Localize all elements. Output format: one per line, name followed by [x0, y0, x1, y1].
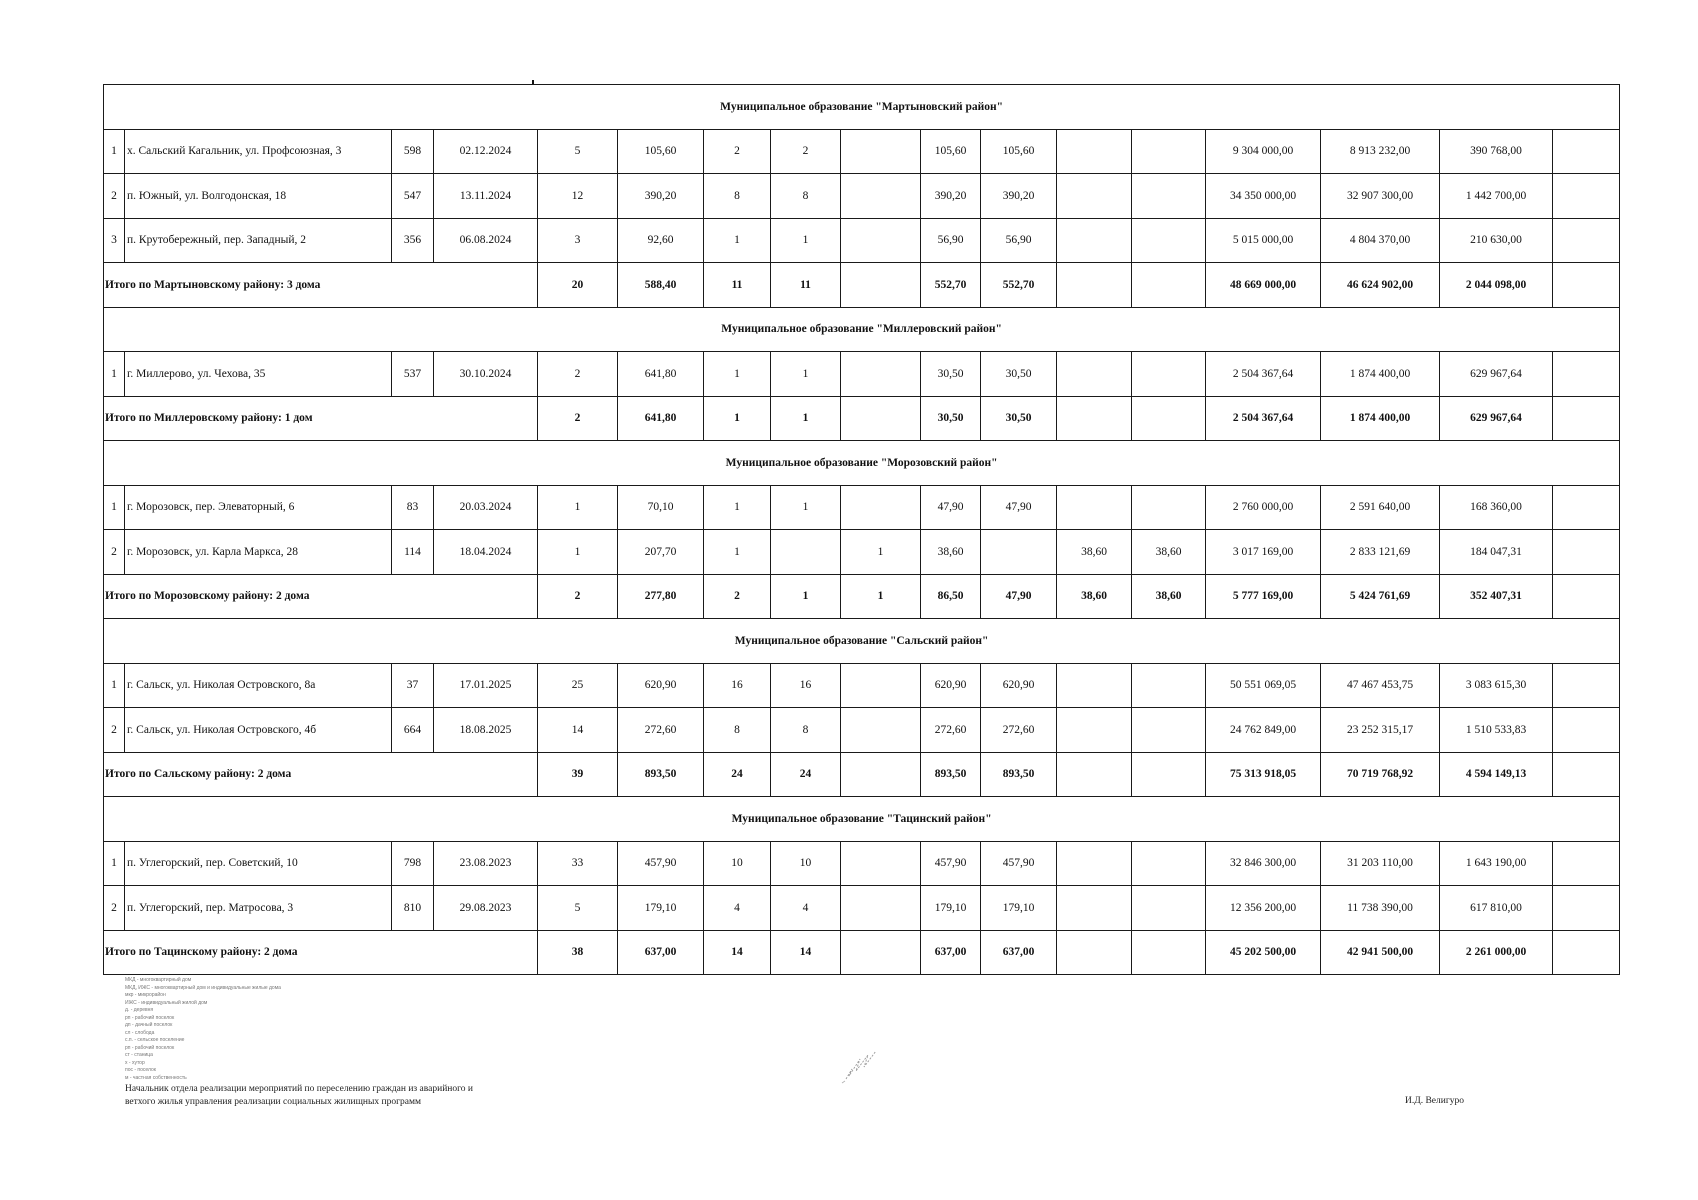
cell-area-owned: 47,90 — [981, 485, 1057, 530]
total-area-owned: 552,70 — [981, 263, 1057, 308]
cell-area-municipal — [1057, 708, 1132, 753]
legend-line: ИЖС - индивидуальный жилой дом — [125, 999, 208, 1006]
cell-date: 13.11.2024 — [434, 174, 538, 219]
cell-area-owned: 620,90 — [981, 663, 1057, 708]
cell-note — [1553, 485, 1620, 530]
cell-doc-number: 798 — [392, 841, 434, 886]
legend-line: х - хутор — [125, 1059, 145, 1066]
cell-local-cost: 390 768,00 — [1440, 129, 1553, 174]
legend-line: рп - рабочий поселок — [125, 1014, 175, 1021]
legend-line: МКД - многоквартирный дом — [125, 977, 192, 983]
cell-area-owned: 56,90 — [981, 218, 1057, 263]
section-title: Муниципальное образование "Мартыновский район" — [104, 85, 1620, 130]
cell-note — [1553, 886, 1620, 931]
cell-area-other — [1132, 841, 1206, 886]
cell-area-other — [1132, 352, 1206, 397]
cell-total-area: 56,90 — [921, 218, 981, 263]
total-total-area: 637,00 — [921, 930, 981, 975]
cell-total-rooms: 2 — [704, 129, 771, 174]
cell-note — [1553, 530, 1620, 575]
table-row — [104, 886, 1620, 931]
total-area-other: 38,60 — [1132, 574, 1206, 619]
total-regional-cost: 5 424 761,69 — [1321, 574, 1440, 619]
cell-area: 92,60 — [618, 218, 704, 263]
legend-line: м - частная собственность — [125, 1074, 187, 1081]
total-local-cost: 352 407,31 — [1440, 574, 1553, 619]
cell-area: 272,60 — [618, 708, 704, 753]
total-rooms-owned: 11 — [771, 263, 841, 308]
cell-total-area: 38,60 — [921, 530, 981, 575]
cell-area-municipal — [1057, 886, 1132, 931]
cell-regional-cost: 4 804 370,00 — [1321, 218, 1440, 263]
cell-total-cost: 50 551 069,05 — [1206, 663, 1321, 708]
total-residents: 20 — [538, 263, 618, 308]
cell-address: г. Морозовск, пер. Элеваторный, 6 — [125, 485, 392, 530]
total-total-cost: 5 777 169,00 — [1206, 574, 1321, 619]
section-header-row — [104, 797, 1620, 842]
cell-total-rooms: 10 — [704, 841, 771, 886]
cell-doc-number: 664 — [392, 708, 434, 753]
cell-row-number: 1 — [104, 663, 125, 708]
cell-doc-number: 810 — [392, 886, 434, 931]
cell-regional-cost: 47 467 453,75 — [1321, 663, 1440, 708]
total-area-other — [1132, 263, 1206, 308]
table-row — [104, 663, 1620, 708]
cell-doc-number: 537 — [392, 352, 434, 397]
total-total-rooms: 24 — [704, 752, 771, 797]
cell-area-other — [1132, 129, 1206, 174]
cell-total-cost: 3 017 169,00 — [1206, 530, 1321, 575]
table-row — [104, 218, 1620, 263]
cell-total-area: 47,90 — [921, 485, 981, 530]
cell-residents: 2 — [538, 352, 618, 397]
total-area-owned: 47,90 — [981, 574, 1057, 619]
cell-area-owned: 272,60 — [981, 708, 1057, 753]
total-total-cost: 48 669 000,00 — [1206, 263, 1321, 308]
total-regional-cost: 70 719 768,92 — [1321, 752, 1440, 797]
total-rooms-municipal — [841, 263, 921, 308]
total-total-area: 552,70 — [921, 263, 981, 308]
cell-row-number: 2 — [104, 530, 125, 575]
cell-date: 23.08.2023 — [434, 841, 538, 886]
cell-address: х. Сальский Кагальник, ул. Профсоюзная, 3 — [125, 129, 392, 174]
total-note — [1553, 263, 1620, 308]
cell-note — [1553, 352, 1620, 397]
signer-name: И.Д. Велигуро — [1405, 1096, 1464, 1106]
total-row — [104, 396, 1620, 441]
cell-regional-cost: 32 907 300,00 — [1321, 174, 1440, 219]
cell-area-other — [1132, 708, 1206, 753]
cell-note — [1553, 218, 1620, 263]
total-area: 588,40 — [618, 263, 704, 308]
cell-total-cost: 2 760 000,00 — [1206, 485, 1321, 530]
legend-line: дп - дачный поселок — [125, 1022, 173, 1028]
cell-total-cost: 9 304 000,00 — [1206, 129, 1321, 174]
total-total-label: Итого по Мартыновскому району: 3 дома — [104, 263, 538, 308]
cell-total-cost: 32 846 300,00 — [1206, 841, 1321, 886]
cell-total-area: 390,20 — [921, 174, 981, 219]
cell-rooms-municipal — [841, 174, 921, 219]
cell-area-other — [1132, 218, 1206, 263]
handwritten-signature — [840, 1045, 890, 1085]
table-row — [104, 841, 1620, 886]
table-row — [104, 352, 1620, 397]
cell-total-rooms: 1 — [704, 218, 771, 263]
cell-rooms-municipal — [841, 218, 921, 263]
signer-position — [125, 1083, 585, 1109]
cell-area: 390,20 — [618, 174, 704, 219]
cell-row-number: 2 — [104, 886, 125, 931]
cell-doc-number: 83 — [392, 485, 434, 530]
cell-residents: 5 — [538, 129, 618, 174]
cell-rooms-municipal — [841, 886, 921, 931]
cell-local-cost: 617 810,00 — [1440, 886, 1553, 931]
cell-rooms-owned: 8 — [771, 708, 841, 753]
cell-area-owned — [981, 530, 1057, 575]
cell-address: п. Углегорский, пер. Советский, 10 — [125, 841, 392, 886]
cell-total-rooms: 16 — [704, 663, 771, 708]
cell-total-area: 179,10 — [921, 886, 981, 931]
total-note — [1553, 930, 1620, 975]
total-row — [104, 574, 1620, 619]
cell-row-number: 1 — [104, 129, 125, 174]
cell-area: 70,10 — [618, 485, 704, 530]
cell-regional-cost: 23 252 315,17 — [1321, 708, 1440, 753]
cell-area-municipal — [1057, 352, 1132, 397]
cell-area: 179,10 — [618, 886, 704, 931]
cell-area-other: 38,60 — [1132, 530, 1206, 575]
legend-line: мкр - микрорайон — [125, 992, 166, 998]
cell-rooms-owned: 8 — [771, 174, 841, 219]
total-area-other — [1132, 396, 1206, 441]
cell-note — [1553, 129, 1620, 174]
cell-date: 06.08.2024 — [434, 218, 538, 263]
cell-local-cost: 184 047,31 — [1440, 530, 1553, 575]
section-title: Муниципальное образование "Миллеровский район" — [104, 307, 1620, 352]
cell-area-municipal — [1057, 174, 1132, 219]
total-area-municipal — [1057, 263, 1132, 308]
cell-residents: 1 — [538, 485, 618, 530]
cell-address: г. Сальск, ул. Николая Островского, 4б — [125, 708, 392, 753]
total-area-other — [1132, 752, 1206, 797]
cell-rooms-municipal — [841, 485, 921, 530]
total-area-municipal: 38,60 — [1057, 574, 1132, 619]
cell-note — [1553, 663, 1620, 708]
cell-regional-cost: 8 913 232,00 — [1321, 129, 1440, 174]
cell-residents: 14 — [538, 708, 618, 753]
legend-line: д. - деревня — [125, 1007, 154, 1013]
total-rooms-owned: 1 — [771, 574, 841, 619]
cell-rooms-municipal — [841, 708, 921, 753]
cell-row-number: 3 — [104, 218, 125, 263]
cell-residents: 5 — [538, 886, 618, 931]
cell-doc-number: 114 — [392, 530, 434, 575]
total-total-area: 893,50 — [921, 752, 981, 797]
cell-doc-number: 547 — [392, 174, 434, 219]
cell-residents: 33 — [538, 841, 618, 886]
cell-area-municipal — [1057, 218, 1132, 263]
total-total-cost: 2 504 367,64 — [1206, 396, 1321, 441]
cell-doc-number: 598 — [392, 129, 434, 174]
total-total-label: Итого по Морозовскому району: 2 дома — [104, 574, 538, 619]
cell-area-municipal — [1057, 841, 1132, 886]
cell-rooms-owned — [771, 530, 841, 575]
cell-local-cost: 210 630,00 — [1440, 218, 1553, 263]
cell-area: 641,80 — [618, 352, 704, 397]
section-header-row — [104, 619, 1620, 664]
section-title: Муниципальное образование "Сальский район" — [104, 619, 1620, 664]
table-body — [104, 85, 1620, 975]
total-regional-cost: 1 874 400,00 — [1321, 396, 1440, 441]
table-row — [104, 129, 1620, 174]
cell-total-rooms: 1 — [704, 352, 771, 397]
cell-row-number: 2 — [104, 708, 125, 753]
cell-rooms-municipal: 1 — [841, 530, 921, 575]
cell-total-rooms: 8 — [704, 174, 771, 219]
cell-total-cost: 5 015 000,00 — [1206, 218, 1321, 263]
cell-doc-number: 356 — [392, 218, 434, 263]
cell-address: г. Миллерово, ул. Чехова, 35 — [125, 352, 392, 397]
section-title: Муниципальное образование "Морозовский район" — [104, 441, 1620, 486]
total-area: 893,50 — [618, 752, 704, 797]
legend-line: рп - рабочий поселок — [125, 1044, 175, 1051]
cell-note — [1553, 841, 1620, 886]
total-local-cost: 629 967,64 — [1440, 396, 1553, 441]
total-note — [1553, 752, 1620, 797]
cell-total-cost: 2 504 367,64 — [1206, 352, 1321, 397]
cell-total-cost: 24 762 849,00 — [1206, 708, 1321, 753]
total-total-area: 86,50 — [921, 574, 981, 619]
cell-total-area: 457,90 — [921, 841, 981, 886]
cell-area-owned: 457,90 — [981, 841, 1057, 886]
cell-row-number: 2 — [104, 174, 125, 219]
cell-residents: 25 — [538, 663, 618, 708]
cell-total-cost: 34 350 000,00 — [1206, 174, 1321, 219]
cell-rooms-owned: 2 — [771, 129, 841, 174]
cell-rooms-owned: 16 — [771, 663, 841, 708]
cell-total-rooms: 8 — [704, 708, 771, 753]
cell-total-rooms: 4 — [704, 886, 771, 931]
total-local-cost: 2 261 000,00 — [1440, 930, 1553, 975]
total-regional-cost: 42 941 500,00 — [1321, 930, 1440, 975]
total-local-cost: 2 044 098,00 — [1440, 263, 1553, 308]
cell-local-cost: 1 643 190,00 — [1440, 841, 1553, 886]
cell-rooms-owned: 1 — [771, 352, 841, 397]
cell-date: 02.12.2024 — [434, 129, 538, 174]
cell-local-cost: 1 442 700,00 — [1440, 174, 1553, 219]
cell-total-area: 105,60 — [921, 129, 981, 174]
cell-local-cost: 1 510 533,83 — [1440, 708, 1553, 753]
cell-area: 620,90 — [618, 663, 704, 708]
total-row — [104, 752, 1620, 797]
total-regional-cost: 46 624 902,00 — [1321, 263, 1440, 308]
legend-line: ст - станица — [125, 1052, 153, 1058]
cell-total-area: 620,90 — [921, 663, 981, 708]
total-area-municipal — [1057, 396, 1132, 441]
cell-local-cost: 629 967,64 — [1440, 352, 1553, 397]
cell-area-other — [1132, 663, 1206, 708]
cell-area-municipal: 38,60 — [1057, 530, 1132, 575]
cell-regional-cost: 2 591 640,00 — [1321, 485, 1440, 530]
cell-total-cost: 12 356 200,00 — [1206, 886, 1321, 931]
cell-date: 18.04.2024 — [434, 530, 538, 575]
cell-doc-number: 37 — [392, 663, 434, 708]
resettlement-table — [103, 84, 1620, 975]
section-header-row — [104, 307, 1620, 352]
cell-total-area: 272,60 — [921, 708, 981, 753]
cell-residents: 1 — [538, 530, 618, 575]
cell-residents: 3 — [538, 218, 618, 263]
total-residents: 39 — [538, 752, 618, 797]
position-line-2: ветхого жилья управления реализации социальных жилищных программ — [125, 1097, 421, 1107]
total-total-cost: 45 202 500,00 — [1206, 930, 1321, 975]
cell-local-cost: 168 360,00 — [1440, 485, 1553, 530]
abbreviation-legend — [125, 977, 385, 1082]
cell-rooms-municipal — [841, 352, 921, 397]
cell-date: 29.08.2023 — [434, 886, 538, 931]
section-header-row — [104, 441, 1620, 486]
legend-line: сл - слобода — [125, 1029, 155, 1036]
total-residents: 2 — [538, 574, 618, 619]
cell-date: 18.08.2025 — [434, 708, 538, 753]
total-total-label: Итого по Миллеровскому району: 1 дом — [104, 396, 538, 441]
cell-rooms-municipal — [841, 663, 921, 708]
legend-line: МКД, ИЖС - многоквартирный дом и индивидуальные жилые дома — [125, 984, 281, 991]
total-area: 277,80 — [618, 574, 704, 619]
cell-rooms-owned: 4 — [771, 886, 841, 931]
total-area-municipal — [1057, 752, 1132, 797]
total-note — [1553, 396, 1620, 441]
total-total-rooms: 2 — [704, 574, 771, 619]
total-area-municipal — [1057, 930, 1132, 975]
cell-date: 30.10.2024 — [434, 352, 538, 397]
total-total-label: Итого по Сальскому району: 2 дома — [104, 752, 538, 797]
table-row — [104, 530, 1620, 575]
legend-line: пос - поселок — [125, 1067, 156, 1073]
total-area-owned: 893,50 — [981, 752, 1057, 797]
total-rooms-owned: 24 — [771, 752, 841, 797]
total-area: 641,80 — [618, 396, 704, 441]
cell-rooms-owned: 1 — [771, 218, 841, 263]
cell-row-number: 1 — [104, 352, 125, 397]
total-residents: 2 — [538, 396, 618, 441]
cell-date: 17.01.2025 — [434, 663, 538, 708]
cell-area: 457,90 — [618, 841, 704, 886]
total-note — [1553, 574, 1620, 619]
cell-total-rooms: 1 — [704, 485, 771, 530]
cell-area-municipal — [1057, 129, 1132, 174]
cell-regional-cost: 31 203 110,00 — [1321, 841, 1440, 886]
cell-address: п. Углегорский, пер. Матросова, 3 — [125, 886, 392, 931]
cell-regional-cost: 2 833 121,69 — [1321, 530, 1440, 575]
total-area-owned: 637,00 — [981, 930, 1057, 975]
section-header-row — [104, 85, 1620, 130]
cell-address: г. Морозовск, ул. Карла Маркса, 28 — [125, 530, 392, 575]
cell-total-area: 30,50 — [921, 352, 981, 397]
cell-row-number: 1 — [104, 841, 125, 886]
cell-residents: 12 — [538, 174, 618, 219]
cell-rooms-owned: 1 — [771, 485, 841, 530]
cell-rooms-owned: 10 — [771, 841, 841, 886]
cell-address: г. Сальск, ул. Николая Островского, 8а — [125, 663, 392, 708]
cell-regional-cost: 1 874 400,00 — [1321, 352, 1440, 397]
total-rooms-municipal — [841, 752, 921, 797]
cell-address: п. Южный, ул. Волгодонская, 18 — [125, 174, 392, 219]
total-local-cost: 4 594 149,13 — [1440, 752, 1553, 797]
cell-area-other — [1132, 485, 1206, 530]
total-total-label: Итого по Тацинскому району: 2 дома — [104, 930, 538, 975]
cell-regional-cost: 11 738 390,00 — [1321, 886, 1440, 931]
cell-area-owned: 179,10 — [981, 886, 1057, 931]
legend-line: с.п. - сельское поселение — [125, 1037, 185, 1043]
table-row — [104, 708, 1620, 753]
cell-rooms-municipal — [841, 129, 921, 174]
total-residents: 38 — [538, 930, 618, 975]
cell-area-owned: 30,50 — [981, 352, 1057, 397]
cell-area-municipal — [1057, 663, 1132, 708]
cell-total-rooms: 1 — [704, 530, 771, 575]
total-rooms-municipal — [841, 930, 921, 975]
cell-area: 207,70 — [618, 530, 704, 575]
cell-note — [1553, 174, 1620, 219]
total-total-rooms: 11 — [704, 263, 771, 308]
table-row — [104, 174, 1620, 219]
cell-area-municipal — [1057, 485, 1132, 530]
total-area-other — [1132, 930, 1206, 975]
cell-local-cost: 3 083 615,30 — [1440, 663, 1553, 708]
cell-area-other — [1132, 886, 1206, 931]
total-row — [104, 263, 1620, 308]
total-area: 637,00 — [618, 930, 704, 975]
cell-row-number: 1 — [104, 485, 125, 530]
cell-rooms-municipal — [841, 841, 921, 886]
total-total-area: 30,50 — [921, 396, 981, 441]
total-rooms-municipal — [841, 396, 921, 441]
position-line-1: Начальник отдела реализации мероприятий по переселению граждан из аварийного и — [125, 1084, 473, 1094]
cell-area: 105,60 — [618, 129, 704, 174]
cell-date: 20.03.2024 — [434, 485, 538, 530]
total-rooms-owned: 1 — [771, 396, 841, 441]
cell-area-other — [1132, 174, 1206, 219]
section-title: Муниципальное образование "Тацинский район" — [104, 797, 1620, 842]
total-rooms-owned: 14 — [771, 930, 841, 975]
total-total-rooms: 14 — [704, 930, 771, 975]
total-row — [104, 930, 1620, 975]
table-row — [104, 485, 1620, 530]
cell-area-owned: 105,60 — [981, 129, 1057, 174]
cell-area-owned: 390,20 — [981, 174, 1057, 219]
total-total-rooms: 1 — [704, 396, 771, 441]
total-total-cost: 75 313 918,05 — [1206, 752, 1321, 797]
total-area-owned: 30,50 — [981, 396, 1057, 441]
cell-note — [1553, 708, 1620, 753]
total-rooms-municipal: 1 — [841, 574, 921, 619]
cell-address: п. Крутобережный, пер. Западный, 2 — [125, 218, 392, 263]
